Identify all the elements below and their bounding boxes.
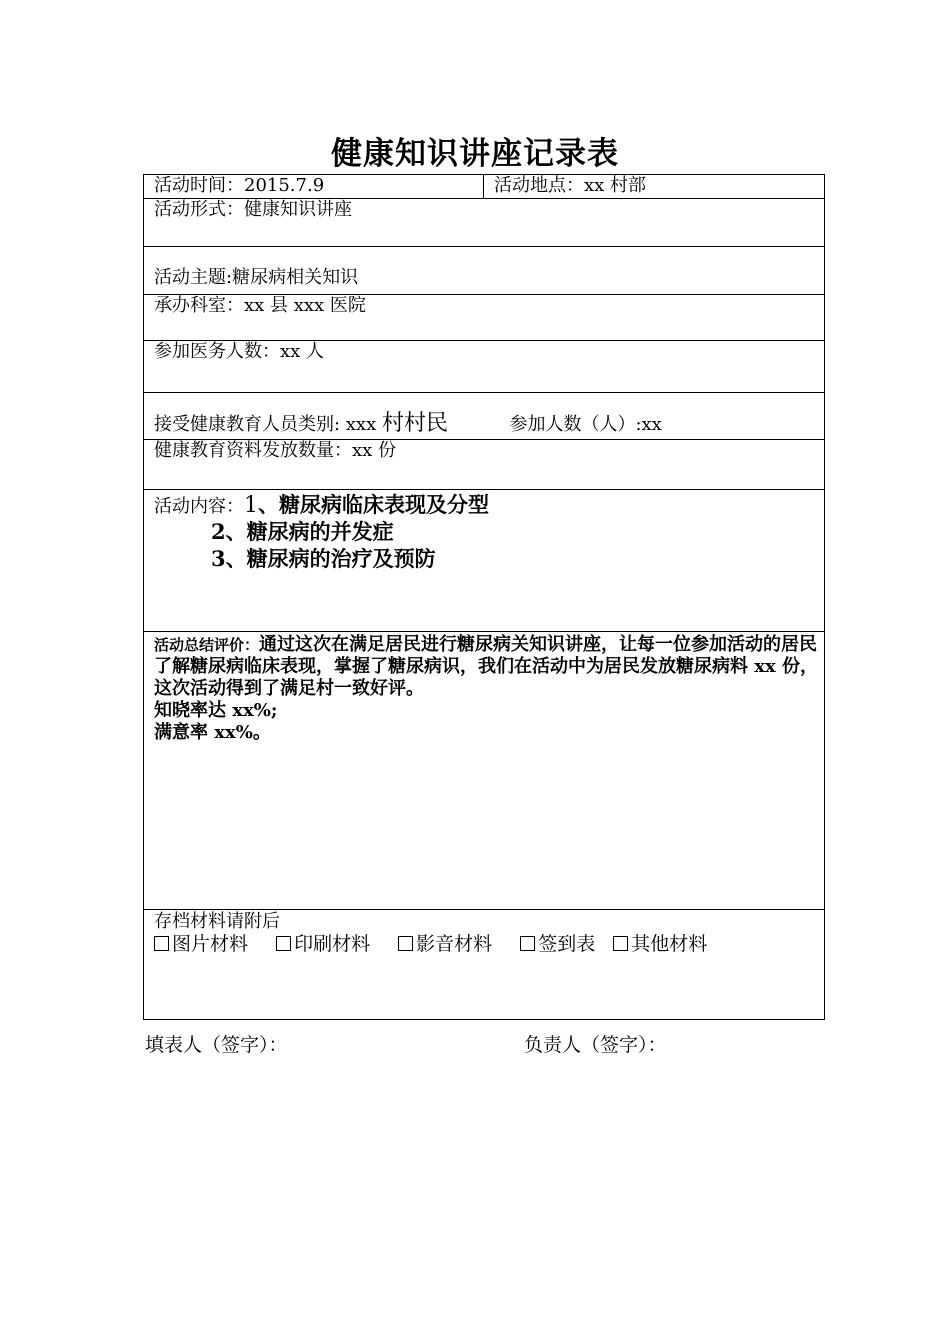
content-item2: 2、糖尿病的并发症: [211, 519, 394, 544]
satisfaction-rate: 满意率 xx%。: [154, 722, 271, 743]
archive-label: 存档材料请附后: [154, 911, 280, 932]
activity-theme: 活动主题:糖尿病相关知识: [144, 247, 825, 295]
option-audiovisual[interactable]: 影音材料: [398, 933, 492, 955]
summary-label: 活动总结评价：: [154, 636, 260, 654]
activity-form: 活动形式：健康知识讲座: [144, 199, 825, 247]
participant-count: 参加人数（人）:xx: [509, 414, 662, 435]
checkbox-icon: [398, 936, 413, 951]
activity-time: 活动时间：2015.7.9: [144, 175, 484, 199]
option-photos[interactable]: 图片材料: [154, 933, 248, 955]
checkbox-icon: [154, 936, 169, 951]
activity-place: 活动地点：xx 村部: [484, 175, 825, 199]
checkbox-icon: [520, 936, 535, 951]
option-signin-sheet[interactable]: 签到表: [520, 933, 595, 955]
audience-type-label: 接受健康教育人员类别: xxx: [154, 414, 377, 435]
filler-signature: 填表人（签字）：: [145, 1034, 288, 1056]
archive-materials: [144, 910, 825, 1020]
audience-row: [144, 393, 825, 440]
checkbox-icon: [276, 936, 291, 951]
materials-count: 健康教育资料发放数量：xx 份: [144, 440, 825, 490]
content-item3: 3、糖尿病的治疗及预防: [211, 546, 436, 571]
activity-content: [144, 490, 825, 632]
page-title: 健康知识讲座记录表: [331, 136, 619, 172]
organizing-department: 承办科室：xx 县 xxx 医院: [144, 295, 825, 341]
summary-text: 通过这次在满足居民进行糖尿病关知识讲座，让每一位参加活动的居民了解糖尿病临床表现，掌握了糖尿病识，我们在活动中为居民发放糖尿病料 xx 份，这次活动得到了满足村一致好评。: [154, 634, 818, 699]
activity-summary: [144, 632, 825, 910]
medical-staff-count: 参加医务人数：xx 人: [144, 341, 825, 393]
content-item1-num: 1: [244, 493, 258, 518]
content-item1-text: 、糖尿病临床表现及分型: [258, 492, 489, 517]
checkbox-icon: [613, 936, 628, 951]
responsible-signature: 负责人（签字）：: [524, 1034, 667, 1056]
record-table: [143, 174, 825, 1020]
audience-type-value: 村村民: [381, 411, 448, 436]
option-other[interactable]: 其他材料: [613, 933, 707, 955]
content-label: 活动内容：: [154, 496, 244, 517]
awareness-rate: 知晓率达 xx%;: [154, 700, 278, 721]
option-printed[interactable]: 印刷材料: [276, 933, 370, 955]
